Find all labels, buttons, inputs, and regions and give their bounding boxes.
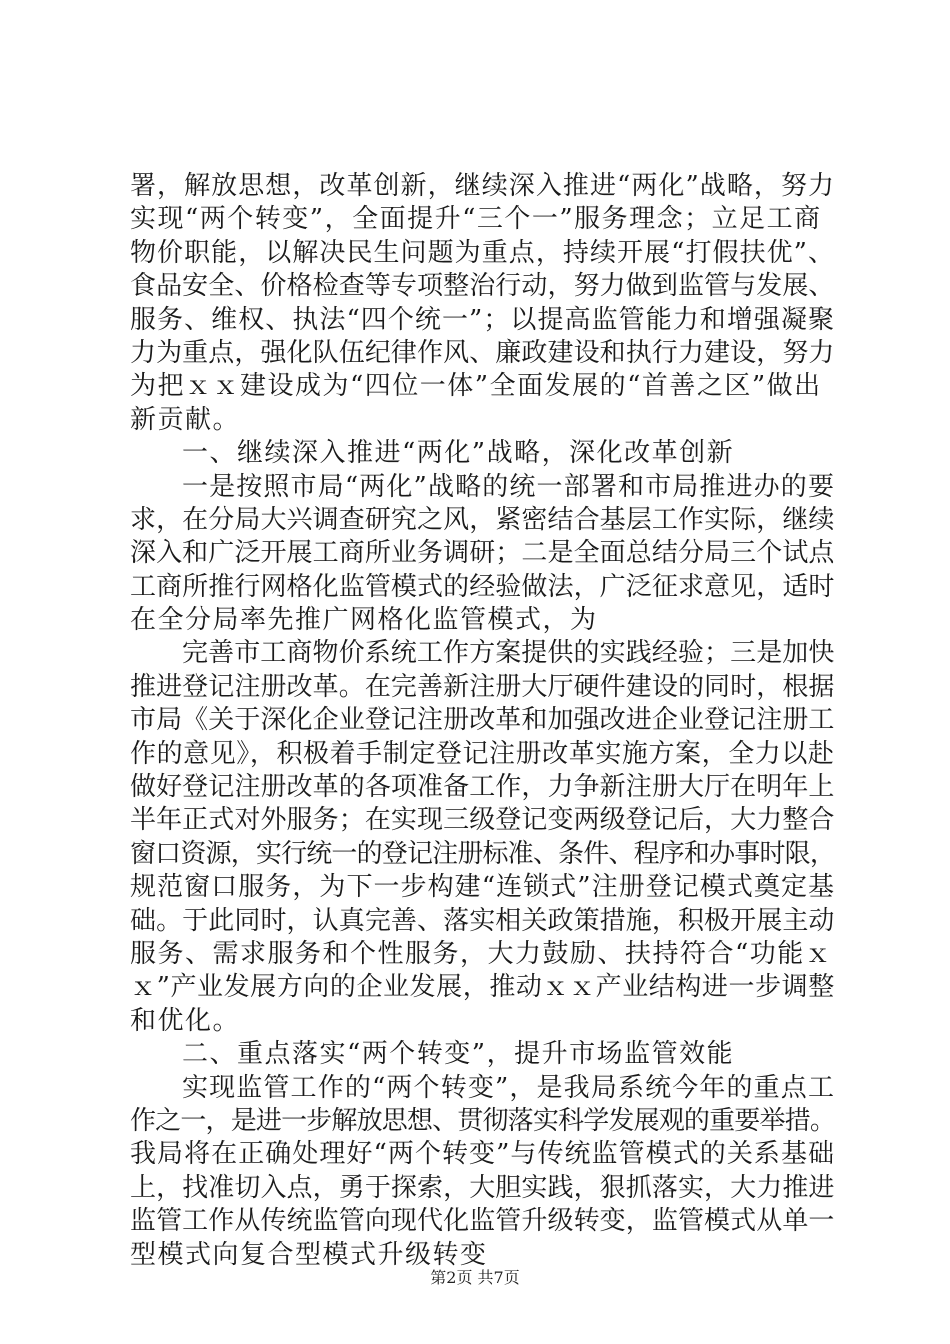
text-line: 食品安全、价格检查等专项整治行动，努力做到监管与发展、 (130, 271, 835, 302)
text-line: 实现“两个转变”，全面提升“三个一”服务理念；立足工商 (130, 204, 822, 235)
text-line: 我局将在正确处理好“两个转变”与传统监管模式的关系基础 (130, 1139, 836, 1170)
text-line: 实现监管工作的“两个转变”，是我局系统今年的重点工 (182, 1072, 836, 1103)
text-line: 型模式向复合型模式升级转变 (130, 1239, 488, 1270)
document-body (130, 170, 835, 1272)
text-line: 物价职能，以解决民生问题为重点，持续开展“打假扶优”、 (130, 237, 836, 268)
text-line: 做好登记注册改革的各项准备工作，力争新注册大厅在明年上 (130, 772, 835, 803)
text-line: 作之一，是进一步解放思想、贯彻落实科学发展观的重要举措。 (130, 1105, 836, 1136)
text-line: 力为重点，强化队伍纪律作风、廉政建设和执行力建设，努力 (130, 337, 835, 368)
text-line: 新贡献。 (130, 404, 241, 435)
text-line: 在全分局率先推广网格化监管模式，为 (130, 605, 598, 636)
text-line: 服务、维权、执法“四个统一”；以提高监管能力和增强凝聚 (130, 304, 836, 335)
text-line: 署，解放思想，改革创新，继续深入推进“两化”战略，努力 (130, 171, 836, 201)
text-line: 市局《关于深化企业登记注册改革和加强改进企业登记注册工 (130, 705, 835, 736)
text-line: 工商所推行网格化监管模式的经验做法，广泛征求意见，适时 (130, 571, 835, 602)
text-line: 完善市工商物价系统工作方案提供的实践经验；三是加快 (182, 638, 835, 669)
page-number-footer: 第2页 共7页 (430, 1268, 520, 1287)
text-line: 窗口资源，实行统一的登记注册标准、条件、程序和办事时限， (130, 838, 836, 869)
text-line: 二、重点落实“两个转变”，提升市场监管效能 (182, 1039, 735, 1070)
text-line: 规范窗口服务，为下一步构建“连锁式”注册登记模式奠定基 (130, 872, 836, 903)
text-line: 服务、需求服务和个性服务，大力鼓励、扶持符合“功能ｘ (130, 938, 833, 969)
text-line: 半年正式对外服务；在实现三级登记变两级登记后，大力整合 (130, 805, 835, 836)
text-line: 和优化。 (130, 1005, 241, 1036)
text-line: 一是按照市局“两化”战略的统一部署和市局推进办的要 (182, 471, 836, 502)
text-line: 监管工作从传统监管向现代化监管升级转变，监管模式从单一 (130, 1206, 835, 1237)
text-line: ｘ”产业发展方向的企业发展，推动ｘｘ产业结构进一步调整 (130, 972, 835, 1003)
text-line: 为把ｘｘ建设成为“四位一体”全面发展的“首善之区”做出 (130, 371, 822, 402)
text-line: 础。于此同时，认真完善、落实相关政策措施，积极开展主动 (130, 905, 835, 936)
text-line: 深入和广泛开展工商所业务调研；二是全面总结分局三个试点 (130, 538, 835, 569)
text-line: 作的意见》，积极着手制定登记注册改革实施方案，全力以赴 (130, 738, 835, 769)
text-line: 求，在分局大兴调查研究之风，紧密结合基层工作实际，继续 (130, 504, 835, 535)
text-line: 推进登记注册改革。在完善新注册大厅硬件建设的同时，根据 (130, 671, 835, 702)
text-line: 一、继续深入推进“两化”战略，深化改革创新 (182, 438, 735, 469)
text-line: 上，找准切入点，勇于探索，大胆实践，狠抓落实，大力推进 (130, 1172, 835, 1203)
